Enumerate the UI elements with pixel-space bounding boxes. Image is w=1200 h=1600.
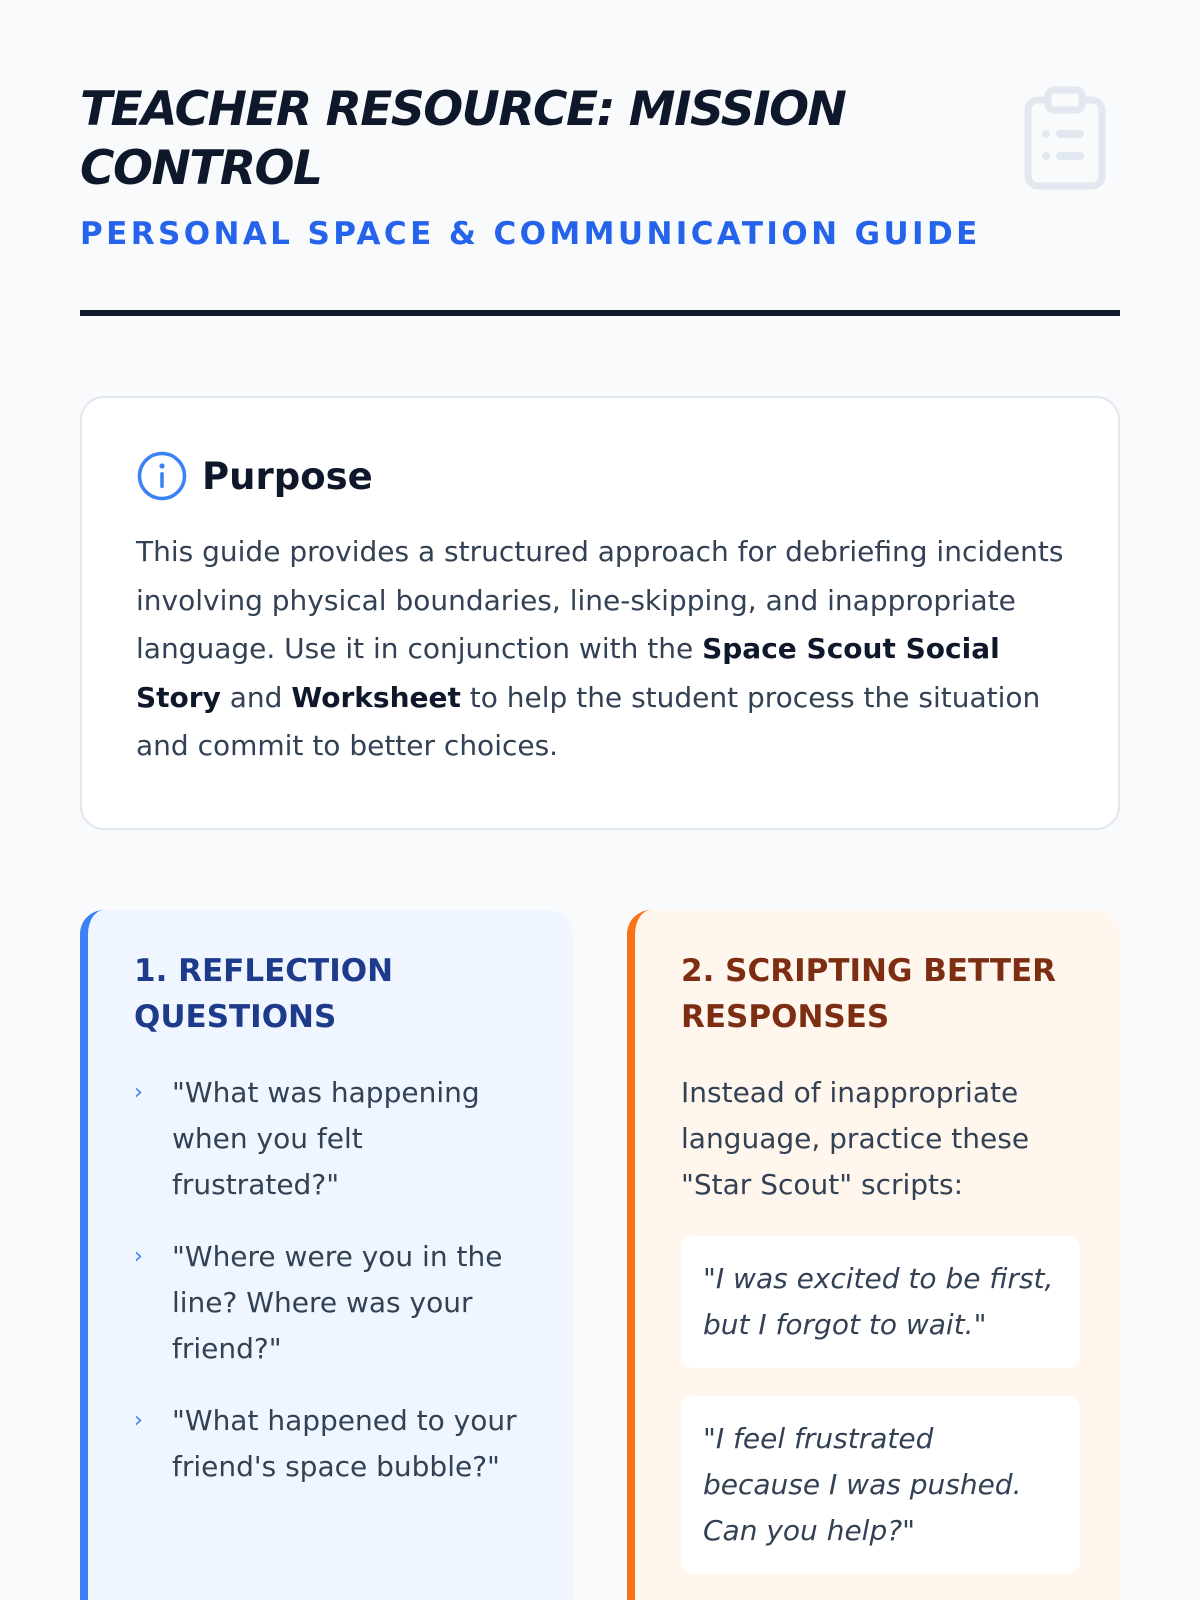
page-title: TEACHER RESOURCE: MISSION CONTROL bbox=[80, 82, 846, 196]
page-subtitle: PERSONAL SPACE & COMMUNICATION GUIDE bbox=[80, 216, 981, 252]
clipboard-icon bbox=[1022, 86, 1108, 190]
list-item bbox=[134, 1234, 533, 1372]
guide-columns bbox=[80, 910, 1120, 1600]
purpose-text: This guide provides a structured approach for debriefing incidents involving physical boundaries, line-skipping, and inappropriate language. Use it in conjunction with the Space Scout Social Story and Worksheet to help the student process the situation and commit to better choices. bbox=[136, 535, 1064, 762]
question-text: "What was happening when you felt frustrated?" bbox=[172, 1076, 480, 1201]
header-divider bbox=[80, 310, 1120, 316]
scripting-panel bbox=[627, 910, 1120, 1600]
scripting-title: 2. SCRIPTING BETTER RESPONSES bbox=[681, 953, 1057, 1035]
question-text: "Where were you in the line? Where was your friend?" bbox=[172, 1240, 503, 1365]
reflection-title: 1. REFLECTION QUESTIONS bbox=[134, 953, 394, 1035]
list-item bbox=[134, 1398, 533, 1490]
chevron-right-icon: › bbox=[134, 1244, 143, 1269]
chevron-right-icon: › bbox=[134, 1408, 143, 1433]
reflection-list bbox=[134, 1070, 533, 1490]
script-card: "I feel frustrated because I was pushed. Can you help?" bbox=[681, 1396, 1080, 1574]
reflection-panel bbox=[80, 910, 573, 1600]
header bbox=[80, 80, 1120, 252]
script-card: "I was excited to be first, but I forgot to wait." bbox=[681, 1236, 1080, 1368]
social-story-reference: Space Scout Social Story bbox=[136, 632, 1000, 714]
question-text: "What happened to your friend's space bubble?" bbox=[172, 1404, 517, 1483]
list-item bbox=[134, 1070, 533, 1208]
purpose-card bbox=[80, 396, 1120, 830]
worksheet-reference: Worksheet bbox=[291, 680, 461, 714]
purpose-title: Purpose bbox=[202, 454, 373, 498]
info-icon bbox=[136, 450, 188, 502]
scripting-intro: Instead of inappropriate language, practice these "Star Scout" scripts: bbox=[681, 1076, 1030, 1201]
chevron-right-icon: › bbox=[134, 1080, 143, 1105]
